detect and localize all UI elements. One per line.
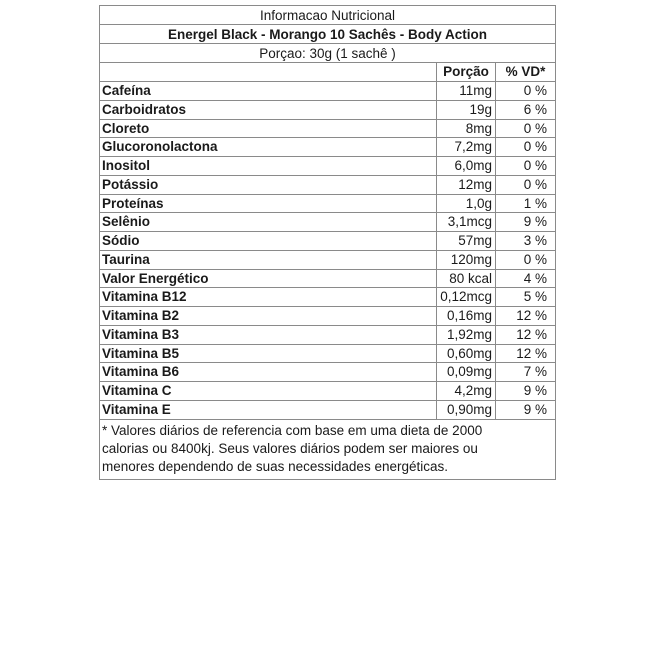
nutrient-dv: 6 %	[523, 101, 547, 117]
nutrient-portion: 0,90mg	[437, 401, 496, 419]
nutrient-dv: 1 %	[523, 195, 547, 211]
nutrient-dv: 4 %	[523, 270, 547, 286]
nutrient-name: Potássio	[100, 176, 437, 194]
nutrient-name: Vitamina B2	[100, 307, 437, 325]
table-row	[100, 195, 555, 214]
table-row	[100, 176, 555, 195]
nutrient-dv: 7 %	[523, 364, 547, 380]
table-row	[100, 138, 555, 157]
nutrient-name: Vitamina C	[100, 382, 437, 400]
table-title: Informacao Nutricional	[100, 6, 555, 25]
nutrient-portion: 80 kcal	[437, 270, 496, 288]
nutrient-portion: 6,0mg	[437, 157, 496, 175]
nutrient-dv: 12 %	[516, 326, 547, 342]
nutrition-facts-table	[99, 5, 556, 480]
table-row	[100, 270, 555, 289]
nutrient-dv: 0 %	[523, 251, 547, 267]
nutrient-dv: 0 %	[523, 176, 547, 192]
header-nutrient	[100, 63, 437, 81]
header-portion: Porção	[437, 63, 496, 81]
nutrient-portion: 0,60mg	[437, 345, 496, 363]
table-row	[100, 213, 555, 232]
nutrient-name: Taurina	[100, 251, 437, 269]
nutrient-name: Vitamina E	[100, 401, 437, 419]
nutrient-portion: 19g	[437, 101, 496, 119]
nutrient-name: Proteínas	[100, 195, 437, 213]
nutrient-portion: 4,2mg	[437, 382, 496, 400]
table-row	[100, 232, 555, 251]
nutrient-portion: 11mg	[437, 82, 496, 100]
nutrient-portion: 120mg	[437, 251, 496, 269]
footnote-line: calorias ou 8400kj. Seus valores diários podem ser maiores ou	[102, 440, 478, 456]
table-row	[100, 345, 555, 364]
table-row	[100, 363, 555, 382]
table-row	[100, 401, 555, 420]
nutrient-dv: 0 %	[523, 120, 547, 136]
nutrient-name: Carboidratos	[100, 101, 437, 119]
table-row	[100, 157, 555, 176]
nutrient-dv: 0 %	[523, 83, 547, 98]
nutrient-dv: 3 %	[523, 233, 547, 248]
table-row	[100, 82, 555, 101]
table-row	[100, 120, 555, 139]
serving-size: Porçao: 30g (1 sachê )	[100, 44, 555, 63]
nutrient-dv: 9 %	[523, 383, 547, 398]
nutrient-dv: 9 %	[523, 401, 547, 417]
nutrient-name: Valor Energético	[100, 270, 437, 288]
nutrient-portion: 1,92mg	[437, 326, 496, 344]
nutrient-portion: 0,12mcg	[437, 288, 496, 306]
nutrient-portion: 1,0g	[437, 195, 496, 213]
nutrient-name: Vitamina B3	[100, 326, 437, 344]
nutrient-portion: 0,09mg	[437, 363, 496, 381]
nutrient-dv: 0 %	[523, 139, 547, 155]
nutrient-portion: 12mg	[437, 176, 496, 194]
nutrient-dv: 12 %	[516, 308, 547, 323]
nutrient-portion: 0,16mg	[437, 307, 496, 325]
footnote	[100, 420, 555, 479]
nutrient-dv: 9 %	[523, 214, 547, 230]
nutrient-name: Glucoronolactona	[100, 138, 437, 156]
nutrient-name: Cafeína	[100, 82, 437, 100]
column-headers	[100, 63, 555, 82]
header-daily-value: % VD*	[505, 64, 546, 79]
nutrient-name: Cloreto	[100, 120, 437, 138]
footnote-line: menores dependendo de suas necessidades energéticas.	[102, 458, 448, 474]
table-row	[100, 251, 555, 270]
nutrient-name: Vitamina B12	[100, 288, 437, 306]
nutrient-name: Sódio	[100, 232, 437, 250]
nutrient-portion: 8mg	[437, 120, 496, 138]
nutrient-portion: 3,1mcg	[437, 213, 496, 231]
product-name: Energel Black - Morango 10 Sachês - Body Action	[100, 25, 555, 44]
nutrient-dv: 0 %	[523, 158, 547, 173]
nutrient-name: Selênio	[100, 213, 437, 231]
table-row	[100, 382, 555, 401]
table-row	[100, 101, 555, 120]
nutrient-dv: 5 %	[523, 289, 547, 305]
nutrient-name: Vitamina B5	[100, 345, 437, 363]
footnote-line: * Valores diários de referencia com base em uma dieta de 2000	[102, 422, 483, 438]
nutrient-portion: 7,2mg	[437, 138, 496, 156]
nutrient-name: Inositol	[100, 157, 437, 175]
nutrient-name: Vitamina B6	[100, 363, 437, 381]
table-row	[100, 326, 555, 345]
table-row	[100, 307, 555, 326]
nutrient-dv: 12 %	[516, 345, 547, 361]
nutrient-portion: 57mg	[437, 232, 496, 250]
table-row	[100, 288, 555, 307]
